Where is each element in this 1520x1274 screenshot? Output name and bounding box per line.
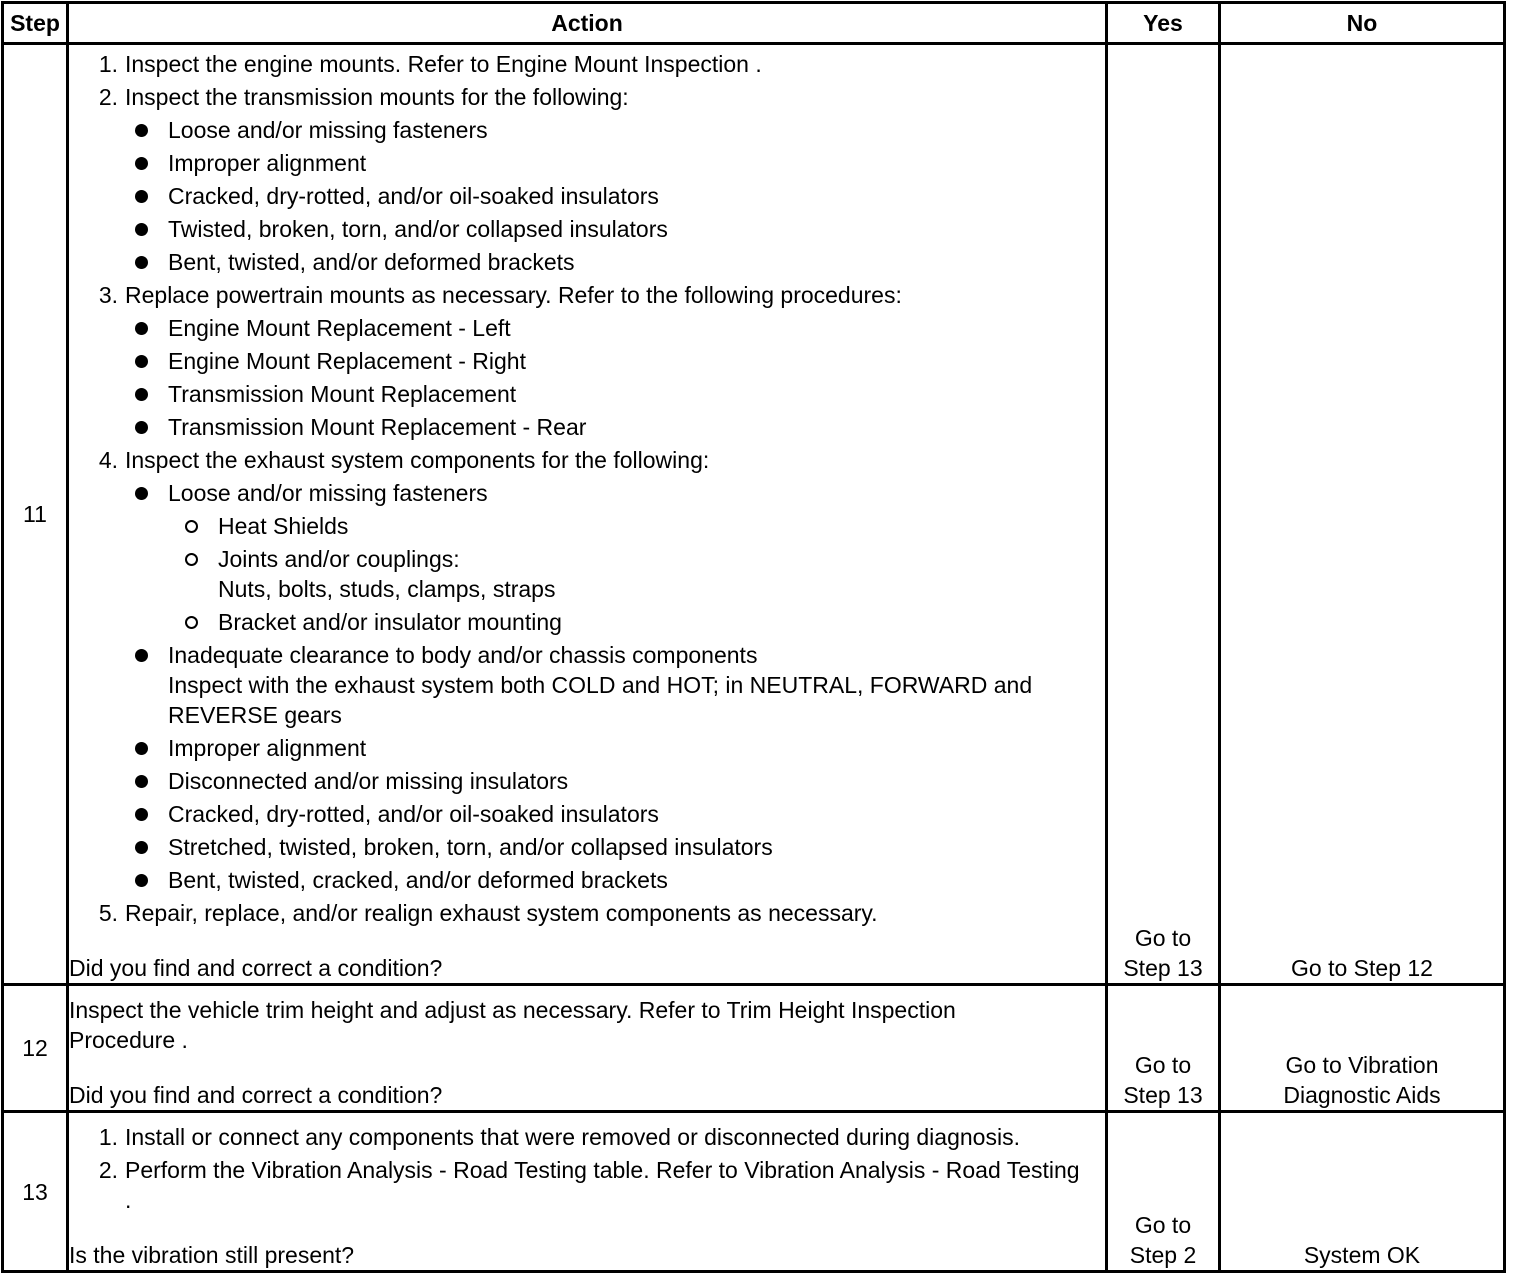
bullet-body [168,247,1105,277]
yes-result [1107,44,1220,985]
step-text: Repair, replace, and/or realign exhaust system components as necessary. [125,900,878,926]
header-row [3,3,1505,44]
yes-result-line: Step 2 [1129,1242,1197,1268]
bullet-item [69,865,1105,895]
bullet-body [168,181,1105,211]
bullet-text: Bent, twisted, and/or deformed brackets [168,249,575,275]
bullet-body [218,511,1105,541]
step-number: 12 [3,985,68,1112]
step-number: 13 [3,1112,68,1272]
action-list [69,1122,1105,1215]
step-index: 2. [98,1157,118,1183]
bullet-item [69,148,1105,178]
bullet-item [69,733,1105,763]
hollow-bullet-icon [183,544,218,604]
bullet-body [168,832,1105,862]
bullet-body [168,346,1105,376]
header-action: Action [68,3,1107,44]
diagnostic-table [1,1,1506,1273]
numbered-step [69,1122,1105,1152]
bullet-item [69,379,1105,409]
bullet-item [69,640,1105,730]
bullet-icon [133,148,168,178]
bullet-body [168,412,1105,442]
table-row [3,44,1505,985]
bullet-text: Transmission Mount Replacement - Rear [168,414,587,440]
bullet-icon [133,214,168,244]
yes-result-line: Go to [1134,1212,1192,1238]
bullet-icon [133,478,168,508]
bullet-body [168,379,1105,409]
bullet-icon [133,115,168,145]
yes-result [1107,985,1220,1112]
bullet-text: Bent, twisted, cracked, and/or deformed brackets [168,867,668,893]
step-index: 5. [98,900,118,926]
bullet-body [168,766,1105,796]
action-question: Did you find and correct a condition? [69,955,443,981]
bullet-icon [133,412,168,442]
bullet-icon [133,640,168,730]
step-text: Inspect the transmission mounts for the following: [125,84,629,110]
bullet-text: Disconnected and/or missing insulators [168,768,569,794]
action-cell [68,1112,1107,1272]
step-text: Inspect the engine mounts. Refer to Engine Mount Inspection . [125,51,762,77]
bullet-text: Loose and/or missing fasteners [168,480,488,506]
bullet-body [168,478,1105,508]
no-result [1220,1112,1505,1272]
bullet-icon [133,379,168,409]
action-list [69,49,1105,928]
bullet-body [168,214,1105,244]
step-index: 1. [98,1124,118,1150]
numbered-step [69,280,1105,310]
header-yes: Yes [1107,3,1220,44]
bullet-item [69,478,1105,508]
bullet-text: Cracked, dry-rotted, and/or oil-soaked insulators [168,183,659,209]
bullet-text: Cracked, dry-rotted, and/or oil-soaked insulators [168,801,659,827]
bullet-item [69,181,1105,211]
step-text: Perform the Vibration Analysis - Road Testing table. Refer to Vibration Analysis - Road Testing . [125,1157,1080,1213]
hollow-bullet-icon [183,607,218,637]
bullet-body [168,865,1105,895]
bullet-item [69,247,1105,277]
step-text: Install or connect any components that were removed or disconnected during diagnosis. [125,1124,1020,1150]
action-paragraph: Inspect the vehicle trim height and adjust as necessary. Refer to Trim Height Inspection Procedure . [69,997,956,1053]
header-step: Step [3,3,68,44]
bullet-body [168,148,1105,178]
bullet-body [168,313,1105,343]
bullet-text: Heat Shields [218,513,349,539]
yes-result-line: Step 13 [1123,1082,1203,1108]
bullet-text: Stretched, twisted, broken, torn, and/or collapsed insulators [168,834,773,860]
sub-bullet-item [69,511,1105,541]
numbered-step [69,82,1105,112]
bullet-body [168,115,1105,145]
bullet-text: Engine Mount Replacement - Left [168,315,511,341]
no-result-line: Diagnostic Aids [1283,1082,1441,1108]
step-index: 2. [98,84,118,110]
bullet-text: Engine Mount Replacement - Right [168,348,526,374]
no-result-line: Go to Step 12 [1291,955,1433,981]
bullet-icon [133,865,168,895]
bullet-icon [133,832,168,862]
sub-bullet-item [69,607,1105,637]
step-text: Replace powertrain mounts as necessary. Refer to the following procedures: [125,282,902,308]
action-question: Did you find and correct a condition? [69,1082,443,1108]
bullet-icon [133,181,168,211]
step-number: 11 [3,44,68,985]
bullet-icon [133,733,168,763]
step-text: Inspect the exhaust system components for the following: [125,447,710,473]
bullet-item [69,115,1105,145]
no-result-line: System OK [1303,1242,1421,1268]
step-index: 1. [98,51,118,77]
bullet-body [168,733,1105,763]
bullet-item [69,313,1105,343]
bullet-item [69,832,1105,862]
sub-bullet-item [69,544,1105,604]
no-result [1220,44,1505,985]
no-result [1220,985,1505,1112]
yes-result [1107,1112,1220,1272]
numbered-step [69,49,1105,79]
bullet-item [69,346,1105,376]
bullet-body [218,607,1105,637]
bullet-item [69,412,1105,442]
bullet-body [218,544,1105,604]
bullet-icon [133,313,168,343]
numbered-step [69,898,1105,928]
yes-result-line: Step 13 [1123,955,1203,981]
bullet-icon [133,799,168,829]
step-index: 3. [98,282,118,308]
step-index: 4. [98,447,118,473]
no-result-line: Go to Vibration [1285,1052,1439,1078]
numbered-step [69,1155,1105,1215]
action-cell [68,985,1107,1112]
bullet-continuation: Nuts, bolts, studs, clamps, straps [218,576,556,602]
bullet-text: Transmission Mount Replacement [168,381,517,407]
action-question: Is the vibration still present? [69,1242,355,1268]
bullet-body [168,799,1105,829]
yes-result-line: Go to [1134,1052,1192,1078]
bullet-icon [133,766,168,796]
yes-result-line: Go to [1134,925,1192,951]
header-no: No [1220,3,1505,44]
bullet-text: Bracket and/or insulator mounting [218,609,562,635]
numbered-step [69,445,1105,475]
action-cell [68,44,1107,985]
bullet-item [69,214,1105,244]
bullet-icon [133,346,168,376]
bullet-text: Inadequate clearance to body and/or chassis components [168,642,758,668]
hollow-bullet-icon [183,511,218,541]
bullet-continuation: Inspect with the exhaust system both COLD and HOT; in NEUTRAL, FORWARD and REVERSE gears [168,672,1033,728]
bullet-text: Twisted, broken, torn, and/or collapsed insulators [168,216,668,242]
bullet-item [69,799,1105,829]
bullet-text: Improper alignment [168,735,367,761]
bullet-icon [133,247,168,277]
table-row [3,985,1505,1112]
bullet-body [168,640,1105,730]
table-row [3,1112,1505,1272]
bullet-text: Improper alignment [168,150,367,176]
bullet-text: Joints and/or couplings: [218,546,460,572]
bullet-text: Loose and/or missing fasteners [168,117,488,143]
bullet-item [69,766,1105,796]
